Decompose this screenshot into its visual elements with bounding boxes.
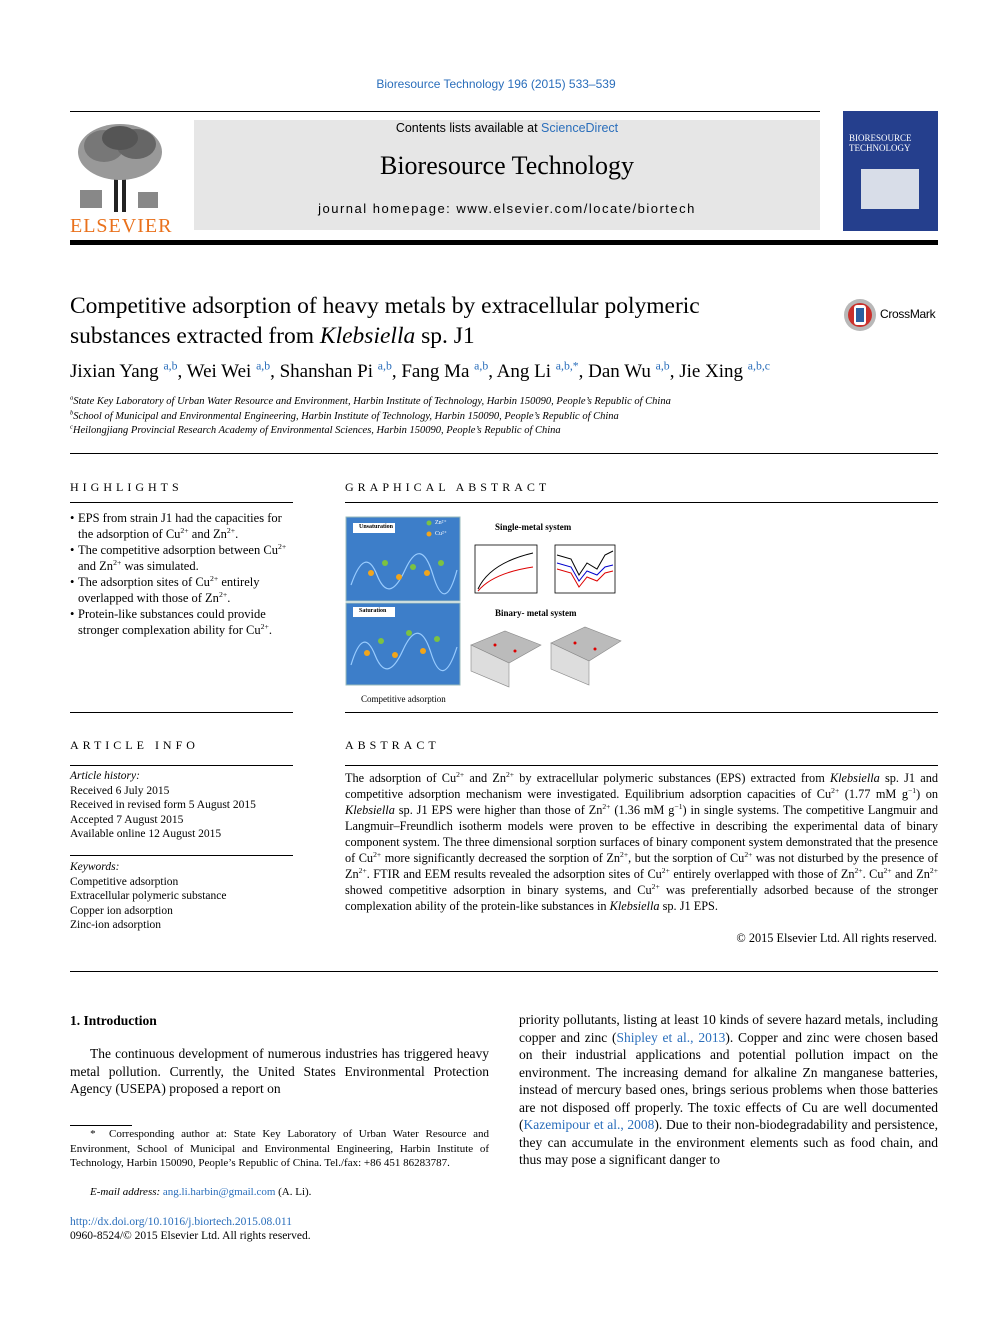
graphical-abstract-rule [345,502,938,503]
issn-line: 0960-8524/© 2015 Elsevier Ltd. All rights reserved. [70,1230,311,1242]
intro-heading: 1. Introduction [70,1013,157,1028]
body-rule [70,971,938,972]
cover-title [849,133,938,153]
keyword: Copper ion adsorption [70,904,173,917]
cover-image [861,169,919,209]
sciencedirect-link[interactable]: ScienceDirect [541,121,619,135]
list-item: • The adsorption sites of $Cu^{2+}$ entirely overlapped with those of $Zn^{2+}$. [70,574,293,606]
elsevier-wordmark: ELSEVIER [70,215,173,237]
keywords-rule [70,855,293,856]
keyword: Competitive adsorption [70,875,179,888]
list-item: • The competitive adsorption between $Cu^{2+}$ and $Zn^{2+}$ was simulated. [70,542,293,574]
journal-homepage[interactable]: journal homepage: www.elsevier.com/locate/biortech [318,201,696,216]
highlights-bottom-rule [70,712,293,713]
keywords [70,860,293,933]
affiliation: $^a$State Key Laboratory of Urban Water Resource and Environment, Harbin Institute of Technology, Harbin 150090, People’s Republic of China [70,394,671,407]
abstract-rule [345,765,938,766]
binary-metal-title: Binary- metal system [495,608,577,618]
graphical-abstract-figure[interactable] [345,515,625,710]
title-line2: substances extracted from Klebsiella sp. J1 [70,323,475,349]
legend-zn: Zn²⁺ [435,520,447,526]
abstract-copyright: © 2015 Elsevier Ltd. All rights reserved. [736,931,937,945]
citation-link[interactable]: Shipley et al., 2013 [616,1029,726,1045]
received-date: Received 6 July 2015 [70,784,170,797]
graphical-abstract-svg [345,515,625,710]
author[interactable]: Fang Ma $^{a,b}$ [401,359,489,382]
email-link[interactable]: ang.li.harbin@gmail.com [162,1186,276,1198]
footnote-rule [70,1125,132,1126]
contents-line [194,121,820,135]
journal-banner [194,120,820,230]
author-list: Jixian Yang $^{a,b}$, Wei Wei $^{a,b}$, Shanshan Pi $^{a,b}$, Fang Ma $^{a,b}$, Ang Li $^{a,b,*}$, Dan Wu $^{a,b}$, Jie Xing $^{a,b,c}$ [70,359,771,382]
title-line1: Competitive adsorption of heavy metals by extracellular polymeric [70,293,700,319]
author[interactable]: Dan Wu $^{a,b}$ [588,359,670,382]
crossmark-badge[interactable] [843,298,943,332]
author[interactable]: Shanshan Pi $^{a,b}$ [279,359,392,382]
author[interactable]: Jie Xing $^{a,b,c}$ [679,359,771,382]
highlights-heading: HIGHLIGHTS [70,480,183,494]
affiliations [70,395,930,439]
accepted-date: Accepted 7 August 2015 [70,813,184,826]
revised-date: Received in revised form 5 August 2015 [70,799,256,811]
header-thick-rule [70,240,938,245]
graphical-abstract-heading: GRAPHICAL ABSTRACT [345,480,551,494]
author[interactable]: Jixian Yang $^{a,b}$ [70,359,178,382]
single-metal-title: Single-metal system [495,522,572,532]
elsevier-logo[interactable] [70,120,173,237]
citation-link[interactable]: Kazemipour et al., 2008 [523,1117,655,1132]
article-title [70,291,810,351]
keyword: Extracellular polymeric substance [70,890,227,902]
elsevier-tree-icon [70,120,170,212]
doi-link[interactable]: http://dx.doi.org/10.1016/j.biortech.2015.08.011 [70,1216,293,1228]
intro-paragraph-2: priority pollutants, listing at least 10 kinds of severe hazard metals, including copper and zinc (Shipley et al., 2013). Copper and zinc were chosen based on their industrial applications and potential pollution impact on the environment. The increasing demand for alkaline Zn manganese batteries, instead of mercury based ones, brings serious problems when those batteries are not disposed off properly. The toxic effects of Cu are well documented (Kazemipour et al., 2008). Due to their non-biodegradability and persistence, they can accumulate in the environment elements such as food chain, and thus may pose a significant danger to [519,1012,938,1167]
list-item: • Protein-like substances could provide stronger complexation ability for $Cu^{2+}$. [70,606,293,638]
affiliation: $^c$Heilongjiang Provincial Research Academy of Environmental Sciences, Harbin 150090, People’s Republic of China [70,423,561,436]
list-item: • EPS from strain J1 had the capacities for the adsorption of $Cu^{2+}$ and $Zn^{2+}$. [70,510,293,542]
crossmark-label: CrossMark [880,307,936,321]
keywords-label: Keywords: [70,861,120,873]
header-top-rule [70,111,820,112]
highlights-list [70,510,293,638]
abstract-body: The adsorption of $Cu^{2+}$ and $Zn^{2+}$ by extracellular polymeric substances (EPS) extracted from Klebsiella sp. J1 and competitive adsorption mechanism were investigated. Equilibrium adsorption capacities of $Cu^{2+}$ (1.77 mM $g^{-1}$) on Klebsiella sp. J1 EPS were higher than those of $Zn^{2+}$ (1.36 mM $g^{-1}$) in single systems. The competitive Langmuir and Langmuir–Freundlich isotherm models were proven to be effective in describing the experimental data of binary component system. The three dimensional sorption surfaces of binary component system demonstrated that the presence of $Cu^{2+}$ more significantly decreased the sorption of $Zn^{2+}$, but the sorption of $Cu^{2+}$ was not disturbed by the presence of $Zn^{2+}$. FTIR and EEM results revealed the adsorption sites of $Cu^{2+}$ entirely overlapped with those of $Zn^{2+}$. $Cu^{2+}$ and $Zn^{2+}$ showed competitive adsorption in binary systems, and $Cu^{2+}$ was preferentially adsorbed because of the stronger complexation ability of the protein-like substances in Klebsiella sp. J1 EPS. [345,769,938,913]
author[interactable]: Ang Li $^{a,b,*}$ [496,359,579,382]
affiliation-rule [70,453,938,454]
graphical-abstract-caption: Competitive adsorption [361,694,446,704]
affiliation: $^b$School of Municipal and Environmental Engineering, Harbin Institute of Technology, Harbin 150090, People’s Republic of China [70,409,619,422]
footnote-corresponding: * Corresponding author at: State Key Laboratory of Urban Water Resource and Environment, School of Municipal and Environmental Engineering, Harbin Institute of Technology, Harbin 150090, People’s Republic of China. Tel./fax: +86 451 86283787. [70,1128,490,1169]
online-date: Available online 12 August 2015 [70,828,222,840]
article-history [70,769,293,842]
legend-cu: Cu²⁺ [435,531,447,537]
abstract-heading: ABSTRACT [345,738,440,752]
article-history-label: Article history: [70,770,140,782]
crossmark-icon [843,298,877,332]
journal-cover[interactable] [843,111,938,231]
highlights-rule [70,502,293,503]
article-info-heading: ARTICLE INFO [70,738,199,752]
contents-prefix: Contents lists available at [395,121,538,135]
panel-top-label: Unsaturation [359,524,394,530]
keyword: Zinc-ion adsorption [70,919,162,931]
cover-title-line1: BIORESOURCE [849,133,912,143]
journal-title: Bioresource Technology [379,151,635,180]
cover-title-line2: TECHNOLOGY [849,143,911,153]
panel-bottom-label: Saturation [359,608,387,614]
graphical-abstract-bottom-rule [345,712,938,713]
author[interactable]: Wei Wei $^{a,b}$ [186,359,271,382]
footnote-email: E-mail address: ang.li.harbin@gmail.com (A. Li). [90,1186,312,1198]
intro-paragraph-1: The continuous development of numerous industries has triggered heavy metal pollution. Currently, the United States Environmental Protection Agency (USEPA) proposed a report on [70,1046,489,1096]
journal-reference[interactable]: Bioresource Technology 196 (2015) 533–539 [376,77,616,91]
article-info-rule [70,765,293,766]
